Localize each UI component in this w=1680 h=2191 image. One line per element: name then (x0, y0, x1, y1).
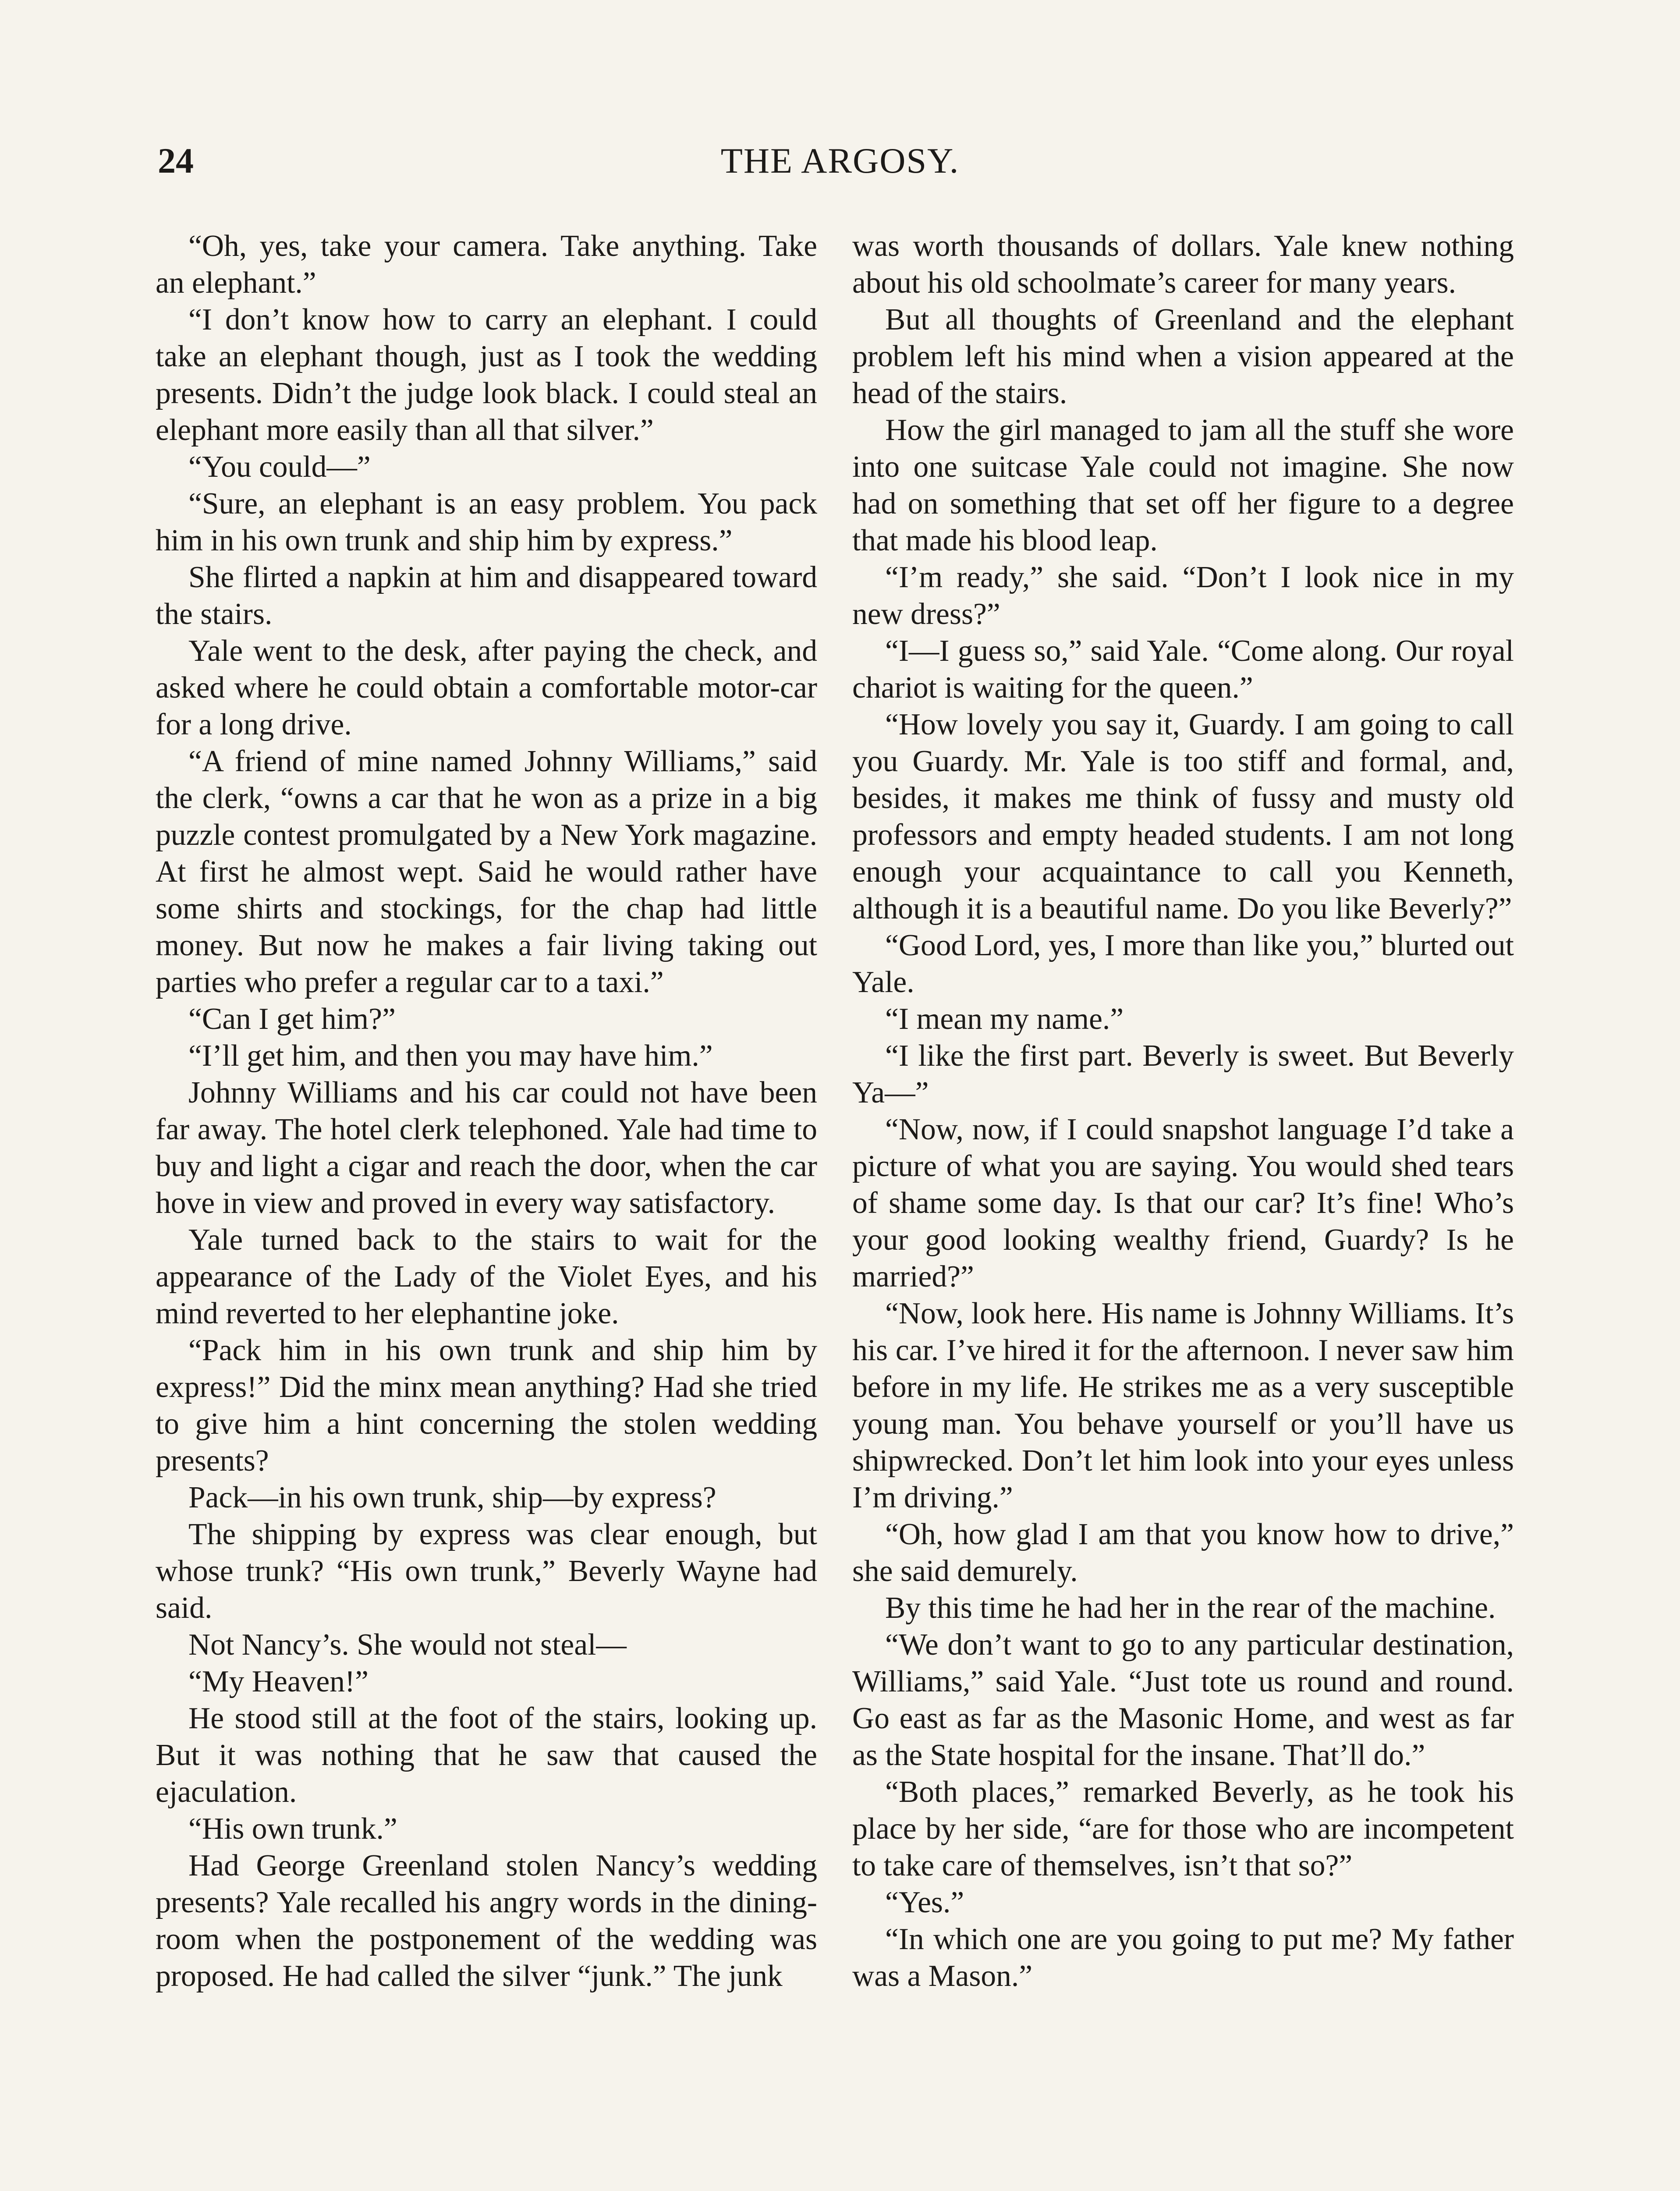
paragraph: “I don’t know how to carry an elephant. I could take an elephant though, just as I took the wedding presents. Didn’t the judge look black. I could steal an elephant more easily than all that silver.” (156, 303, 817, 447)
left-column (156, 228, 817, 1995)
paragraph: “Both places,” remarked Beverly, as he took his place by her side, “are for those who are incompetent to take care of themselves, isn’t that so?” (852, 1775, 1514, 1883)
paragraph: “In which one are you going to put me? My father was a Mason.” (852, 1922, 1514, 1993)
paragraph: “Now, look here. His name is Johnny Williams. It’s his car. I’ve hired it for the afternoon. I never saw him before in my life. He strikes me as a very susceptible young man. You behave yourself or you’ll have us shipwrecked. Don’t let him look into your eyes unless I’m driving.” (852, 1297, 1514, 1514)
page-number: 24 (158, 141, 194, 181)
paragraph: By this time he had her in the rear of the machine. (885, 1591, 1496, 1625)
paragraph: “Good Lord, yes, I more than like you,” blurted out Yale. (852, 929, 1514, 999)
paragraph: “I mean my name.” (885, 1002, 1124, 1036)
paragraph: “I like the first part. Beverly is sweet. But Beverly Ya—” (852, 1039, 1514, 1110)
paragraph: “We don’t want to go to any particular destination, Williams,” said Yale. “Just tote us round and round. Go east as far as the Masonic Home, and west as far as the State hospital for the insane. That’ll do.” (852, 1628, 1514, 1772)
paragraph: How the girl managed to jam all the stuff she wore into one suitcase Yale could not imagine. She now had on something that set off her figure to a degree that made his blood leap. (852, 413, 1514, 557)
paragraph: “Yes.” (885, 1886, 964, 1919)
paragraph: “A friend of mine named Johnny Williams,” said the clerk, “owns a car that he won as a prize in a big puzzle contest promulgated by a New York magazine. At first he almost wept. Said he would rather have some shirts and stockings, for the chap had little money. But now he makes a fair living taking out parties who prefer a regular car to a taxi.” (156, 745, 817, 999)
paragraph: “Oh, how glad I am that you know how to drive,” she said demurely. (852, 1517, 1514, 1588)
paragraph: “You could—” (188, 450, 371, 484)
paragraph: “Sure, an elephant is an easy problem. You pack him in his own trunk and ship him by express.” (156, 487, 817, 557)
paragraph: He stood still at the foot of the stairs, looking up. But it was nothing that he saw that caused the ejaculation. (156, 1702, 817, 1809)
paragraph: “His own trunk.” (188, 1812, 397, 1846)
paragraph: “Oh, yes, take your camera. Take anything. Take an elephant.” (156, 229, 817, 300)
paragraph: Johnny Williams and his car could not have been far away. The hotel clerk telephoned. Yale had time to buy and light a cigar and reach the door, when the car hove in view and proved in every way satisfactory. (156, 1076, 817, 1220)
running-head: THE ARGOSY. (720, 141, 960, 181)
paragraph: “How lovely you say it, Guardy. I am going to call you Guardy. Mr. Yale is too stiff and formal, and, besides, it makes me think of fussy and musty old professors and empty headed students. I am not long enough your acquaintance to call you Kenneth, although it is a beautiful name. Do you like Beverly?” (852, 708, 1514, 925)
page-header (0, 140, 1680, 193)
paragraph: Pack—in his own trunk, ship—by express? (188, 1481, 716, 1514)
paragraph: “Now, now, if I could snapshot language I’d take a picture of what you are saying. You would shed tears of shame some day. Is that our car? It’s fine! Who’s your good looking wealthy friend, Guardy? Is he married?” (852, 1113, 1514, 1294)
paragraph: “Can I get him?” (188, 1002, 396, 1036)
paragraph: “I’ll get him, and then you may have him.” (188, 1039, 713, 1073)
paragraph: But all thoughts of Greenland and the elephant problem left his mind when a vision appeared at the head of the stairs. (852, 303, 1514, 410)
paragraph: “My Heaven!” (188, 1665, 369, 1698)
paragraph: She flirted a napkin at him and disappeared toward the stairs. (156, 560, 817, 631)
paragraph: Yale turned back to the stairs to wait for the appearance of the Lady of the Violet Eyes, and his mind reverted to her elephantine joke. (156, 1223, 817, 1330)
right-column (852, 228, 1514, 1995)
paragraph: “I—I guess so,” said Yale. “Come along. Our royal chariot is waiting for the queen.” (852, 634, 1514, 705)
paragraph: “Pack him in his own trunk and ship him by express!” Did the minx mean anything? Had she tried to give him a hint concerning the stolen wedding presents? (156, 1333, 817, 1478)
paragraph: “I’m ready,” she said. “Don’t I look nice in my new dress?” (852, 560, 1514, 631)
paragraph: The shipping by express was clear enough, but whose trunk? “His own trunk,” Beverly Wayne had said. (156, 1517, 817, 1625)
paragraph: was worth thousands of dollars. Yale knew nothing about his old schoolmate’s career for many years. (852, 229, 1514, 300)
paragraph: Yale went to the desk, after paying the check, and asked where he could obtain a comfortable motor-car for a long drive. (156, 634, 817, 741)
paragraph: Had George Greenland stolen Nancy’s wedding presents? Yale recalled his angry words in the dining-room when the postponement of the wedding was proposed. He had called the silver “junk.” The junk (156, 1849, 817, 1993)
paragraph: Not Nancy’s. She would not steal— (188, 1628, 627, 1662)
